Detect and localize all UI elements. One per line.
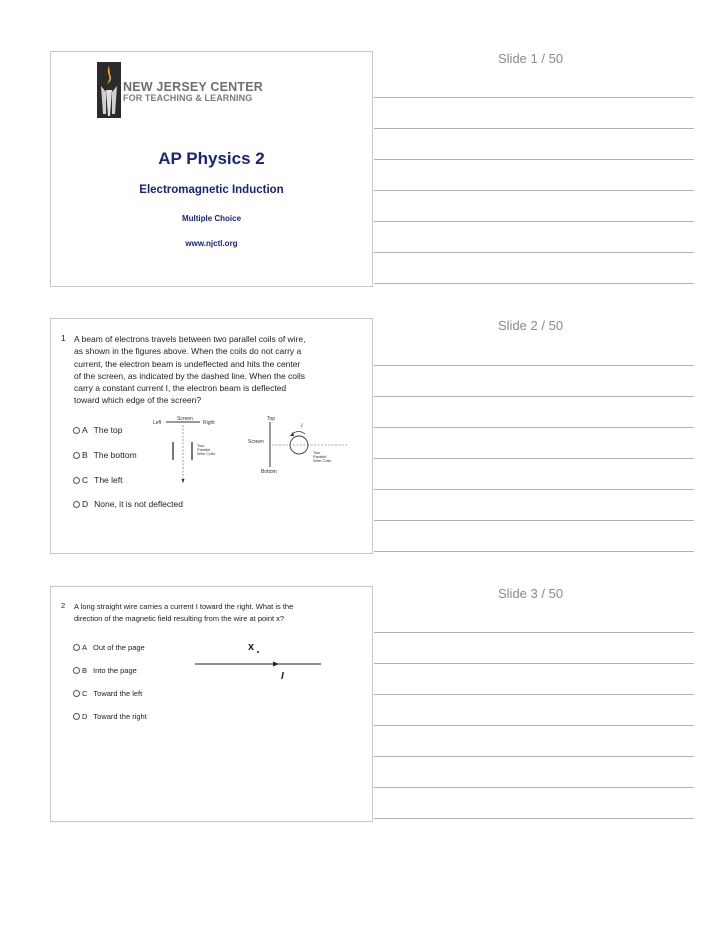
figure-screen-label: Screen <box>177 416 193 422</box>
radio-icon[interactable] <box>73 690 80 697</box>
logo-line-1: NEW JERSEY CENTER <box>123 80 264 94</box>
figure-current-label: I <box>301 424 303 429</box>
slide-label: Slide 3 / 50 <box>498 586 564 601</box>
slide-label: Slide 1 / 50 <box>498 51 564 66</box>
question-number: 2 <box>61 601 66 610</box>
note-line <box>374 663 694 664</box>
note-line <box>374 725 694 726</box>
note-line <box>374 694 694 695</box>
option-c[interactable]: C The left <box>73 475 123 485</box>
figure-screen-label-2: Screen <box>248 439 264 445</box>
point-x-dot <box>257 651 259 653</box>
option-a[interactable]: A Out of the page <box>73 643 145 652</box>
slide-subtitle: Electromagnetic Induction <box>139 184 284 196</box>
coil-figure <box>149 413 349 497</box>
slide-title: AP Physics 2 <box>158 149 265 168</box>
svg-text:Wire Coils: Wire Coils <box>197 451 216 456</box>
figure-bottom-label: Bottom <box>261 469 277 475</box>
svg-text:Wire Coils: Wire Coils <box>313 458 332 463</box>
option-d[interactable]: D Toward the right <box>73 712 147 721</box>
radio-icon[interactable] <box>73 644 80 651</box>
radio-icon[interactable] <box>73 477 80 484</box>
note-line <box>374 818 694 819</box>
svg-text:Parallel: Parallel <box>313 454 327 459</box>
note-line <box>374 458 694 459</box>
wire-figure <box>191 637 331 681</box>
note-line <box>374 520 694 521</box>
note-line <box>374 396 694 397</box>
radio-icon[interactable] <box>73 713 80 720</box>
option-a[interactable]: A The top <box>73 425 123 435</box>
section-label: Multiple Choice <box>181 214 242 223</box>
logo-line-2: FOR TEACHING & LEARNING <box>123 93 253 103</box>
question-number: 1 <box>61 333 66 343</box>
note-line <box>374 365 694 366</box>
note-line <box>374 159 694 160</box>
question-text: A beam of electrons travels between two parallel coils of wire, as shown in the figures above. When the coils do not carry a current, the electron beam is undeflected and hits the center of the screen, as indicated by the dashed line. When the coils carry a constant current I, the electron beam is deflected toward which edge of the screen? <box>74 334 306 406</box>
note-line <box>374 252 694 253</box>
svg-text:Two: Two <box>313 450 321 455</box>
slide-3 <box>50 586 373 822</box>
option-b[interactable]: B The bottom <box>73 450 137 460</box>
svg-text:Two: Two <box>197 443 205 448</box>
note-line <box>374 756 694 757</box>
note-line <box>374 97 694 98</box>
question-text: A long straight wire carries a current I toward the right. What is the direction of the magnetic field resulting from the wire at point x? <box>74 602 294 623</box>
note-line <box>374 551 694 552</box>
figure-top-label: Top <box>267 416 276 422</box>
svg-text:Parallel: Parallel <box>197 447 211 452</box>
slide-2 <box>50 318 373 554</box>
note-line <box>374 632 694 633</box>
point-x-label: x <box>248 641 255 653</box>
note-line <box>374 190 694 191</box>
option-b[interactable]: B Into the page <box>73 666 137 675</box>
current-label: I <box>281 671 284 681</box>
option-d[interactable]: D None, it is not deflected <box>73 499 183 509</box>
note-line <box>374 283 694 284</box>
note-line <box>374 128 694 129</box>
radio-icon[interactable] <box>73 452 80 459</box>
option-c[interactable]: C Toward the left <box>73 689 142 698</box>
radio-icon[interactable] <box>73 427 80 434</box>
current-arrow-icon <box>273 662 279 667</box>
figure-right-label: Right <box>203 420 215 426</box>
note-line <box>374 221 694 222</box>
website-link[interactable]: www.njctl.org <box>185 239 238 248</box>
note-line <box>374 427 694 428</box>
slide-1 <box>50 51 373 287</box>
radio-icon[interactable] <box>73 667 80 674</box>
note-line <box>374 489 694 490</box>
figure-left-label: Left <box>153 420 162 426</box>
radio-icon[interactable] <box>73 501 80 508</box>
note-line <box>374 787 694 788</box>
slide-label: Slide 2 / 50 <box>498 318 564 333</box>
